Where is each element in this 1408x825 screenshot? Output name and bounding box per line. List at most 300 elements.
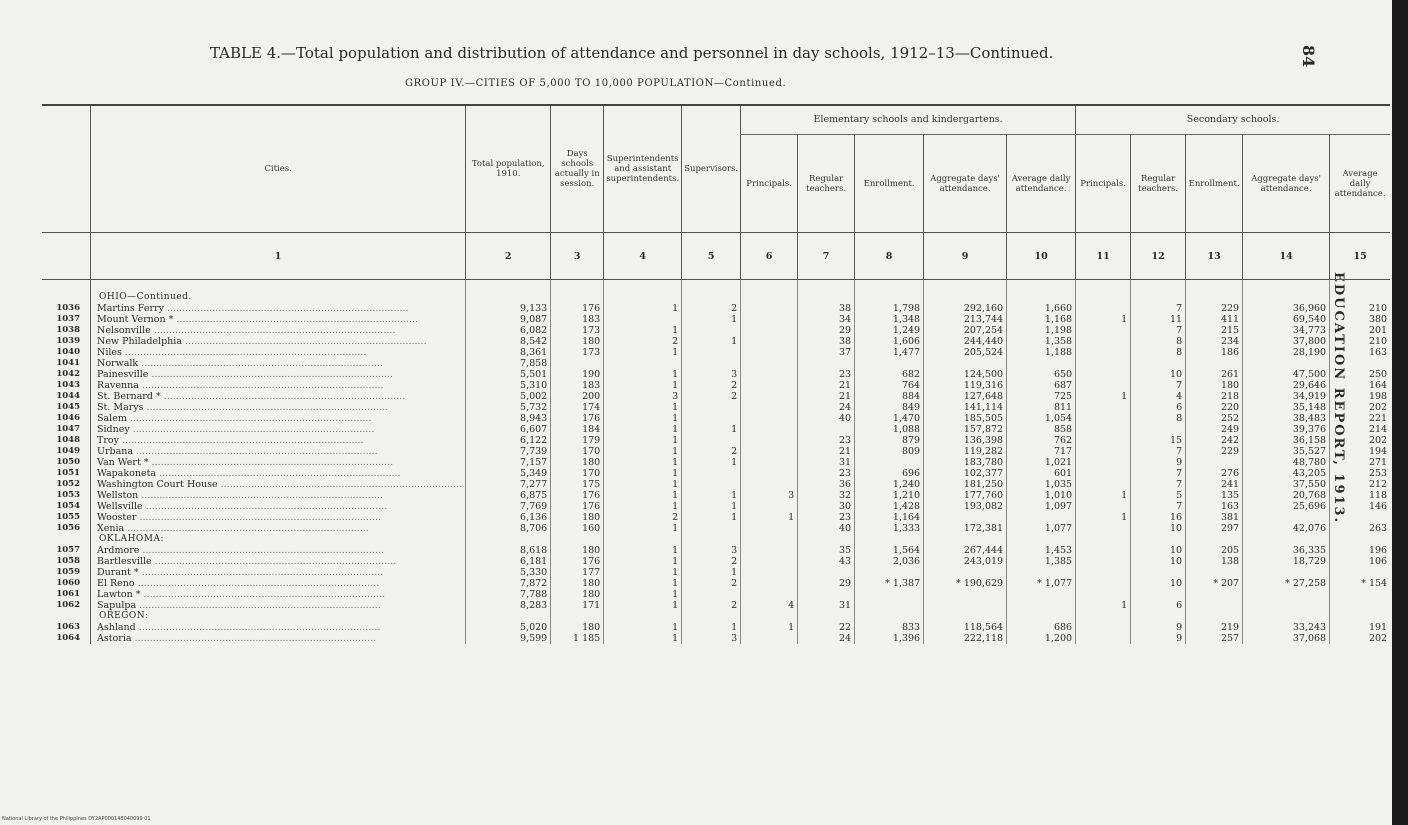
city-name [91, 314, 466, 325]
cell-col-15 [1330, 589, 1391, 600]
cell-col-2: 9,133 [466, 303, 551, 314]
cell-col-14: 33,243 [1243, 622, 1330, 633]
row-number: 1055 [56, 512, 80, 522]
cell-col-2: 8,618 [466, 545, 551, 556]
table-row [42, 435, 1390, 446]
cell-col-10: 725 [1007, 391, 1076, 402]
cell-col-15: 164 [1330, 380, 1391, 391]
cell-col-6 [741, 413, 798, 424]
cell-col-10: 1,198 [1007, 325, 1076, 336]
cell-col-13 [1186, 589, 1243, 600]
cell-col-14: 43,205 [1243, 468, 1330, 479]
cell-col-7: 37 [798, 347, 855, 358]
city-name [91, 336, 466, 347]
cell-col-6 [741, 578, 798, 589]
cell-col-8: 1,477 [855, 347, 924, 358]
table-row [42, 633, 1390, 644]
cell-col-15: 202 [1330, 402, 1391, 413]
cell-col-2: 5,002 [466, 391, 551, 402]
cell-col-15: 271 [1330, 457, 1391, 468]
cell-col-12: 10 [1131, 369, 1186, 380]
cell-col-6 [741, 556, 798, 567]
table-row [42, 600, 1390, 611]
cell-col-3: 190 [551, 369, 604, 380]
cell-col-9: 136,398 [924, 435, 1007, 446]
cell-col-12: 4 [1131, 391, 1186, 402]
leader-dots: ................................................................................ [138, 567, 384, 578]
city-label: Wooster [97, 512, 137, 523]
cell-col-2: 8,542 [466, 336, 551, 347]
cell-col-5 [682, 358, 741, 369]
city-name [91, 490, 466, 501]
city-label: Washington Court House [97, 479, 218, 490]
cell-col-6 [741, 424, 798, 435]
cell-col-12: 10 [1131, 578, 1186, 589]
cell-col-14: 37,550 [1243, 479, 1330, 490]
cell-col-15: 118 [1330, 490, 1391, 501]
table-row [42, 567, 1390, 578]
cell-col-5: 1 [682, 512, 741, 523]
cell-col-4: 1 [604, 424, 682, 435]
cell-col-15: 210 [1330, 303, 1391, 314]
cell-col-2: 9,599 [466, 633, 551, 644]
cell-col-12: 9 [1131, 457, 1186, 468]
cell-col-11 [1076, 578, 1131, 589]
row-number: 1046 [56, 413, 80, 423]
column-number: 8 [855, 233, 924, 280]
cell-col-9: * 190,629 [924, 578, 1007, 589]
cell-col-12 [1131, 424, 1186, 435]
cell-col-7: 31 [798, 600, 855, 611]
state-heading-row [42, 292, 1390, 303]
cell-col-9: 119,316 [924, 380, 1007, 391]
row-number: 1058 [56, 556, 80, 566]
cell-col-9: 205,524 [924, 347, 1007, 358]
cell-col-2: 6,875 [466, 490, 551, 501]
cell-col-7 [798, 567, 855, 578]
table-row [42, 446, 1390, 457]
cell-col-10: 601 [1007, 468, 1076, 479]
cell-col-10: 1,010 [1007, 490, 1076, 501]
header-secondary-group: Secondary schools. [1076, 105, 1391, 135]
cell-col-11 [1076, 413, 1131, 424]
header-sec-average: Average daily attendance. [1330, 135, 1391, 233]
cell-col-13: 249 [1186, 424, 1243, 435]
cell-col-7: 35 [798, 545, 855, 556]
cell-col-15: 263 [1330, 523, 1391, 534]
header-elem-teachers: Regular teachers. [798, 135, 855, 233]
cell-col-3: 1 185 [551, 633, 604, 644]
cell-col-3: 183 [551, 380, 604, 391]
row-number: 1049 [56, 446, 80, 456]
cell-col-3: 170 [551, 468, 604, 479]
leader-dots: ................................................................................ [138, 490, 383, 501]
column-number: 10 [1007, 233, 1076, 280]
city-name [91, 633, 466, 644]
cell-col-6 [741, 633, 798, 644]
cell-col-4: 1 [604, 325, 682, 336]
city-label: Wapakoneta [97, 468, 157, 479]
cell-col-9: 185,505 [924, 413, 1007, 424]
cell-col-12: 7 [1131, 446, 1186, 457]
city-label: Niles [97, 347, 122, 358]
cell-col-15: 380 [1330, 314, 1391, 325]
cell-col-11 [1076, 303, 1131, 314]
running-head: EDUCATION REPORT, 1913. [1331, 272, 1346, 525]
city-label: Salem [97, 413, 127, 424]
cell-col-2: 8,943 [466, 413, 551, 424]
city-label: Wellsville [97, 501, 143, 512]
cell-col-8: 809 [855, 446, 924, 457]
cell-col-15: 210 [1330, 336, 1391, 347]
cell-col-14: 69,540 [1243, 314, 1330, 325]
cell-col-3: 174 [551, 402, 604, 413]
cell-col-5: 2 [682, 303, 741, 314]
cell-col-7: 23 [798, 369, 855, 380]
column-number: 5 [682, 233, 741, 280]
cell-col-8 [855, 589, 924, 600]
cell-col-7: 30 [798, 501, 855, 512]
cell-col-5 [682, 468, 741, 479]
cell-col-4: 1 [604, 479, 682, 490]
cell-col-7: 32 [798, 490, 855, 501]
cell-col-5: 2 [682, 446, 741, 457]
column-number: 14 [1243, 233, 1330, 280]
city-name [91, 424, 466, 435]
cell-col-7: 40 [798, 413, 855, 424]
cell-col-12: 8 [1131, 347, 1186, 358]
city-name [91, 402, 466, 413]
row-number: 1041 [56, 358, 80, 368]
cell-col-5 [682, 413, 741, 424]
cell-col-5: 1 [682, 336, 741, 347]
cell-col-2: 6,181 [466, 556, 551, 567]
row-number: 1039 [56, 336, 80, 346]
cell-col-6: 4 [741, 600, 798, 611]
cell-col-2: 5,349 [466, 468, 551, 479]
cell-col-14: 35,148 [1243, 402, 1330, 413]
cell-col-5 [682, 479, 741, 490]
cell-col-11 [1076, 622, 1131, 633]
cell-col-9: 181,250 [924, 479, 1007, 490]
cell-col-13: 138 [1186, 556, 1243, 567]
cell-col-8: 1,348 [855, 314, 924, 325]
cell-col-10: 650 [1007, 369, 1076, 380]
cell-col-11 [1076, 358, 1131, 369]
cell-col-6 [741, 336, 798, 347]
cell-col-11 [1076, 369, 1131, 380]
cell-col-10: 1,097 [1007, 501, 1076, 512]
table-row [42, 391, 1390, 402]
row-number: 1059 [56, 567, 80, 577]
cell-col-3: 176 [551, 490, 604, 501]
cell-col-11: 1 [1076, 391, 1131, 402]
cell-col-6 [741, 325, 798, 336]
cell-col-9 [924, 567, 1007, 578]
cell-col-3: 180 [551, 622, 604, 633]
cell-col-14: 28,190 [1243, 347, 1330, 358]
cell-col-14: 38,483 [1243, 413, 1330, 424]
table-row [42, 512, 1390, 523]
cell-col-3: 170 [551, 446, 604, 457]
table-row [42, 523, 1390, 534]
cell-col-8: 696 [855, 468, 924, 479]
cell-col-4: 1 [604, 413, 682, 424]
cell-col-5: 2 [682, 391, 741, 402]
column-number: 2 [466, 233, 551, 280]
city-label: Xenia [97, 523, 125, 534]
city-name [91, 589, 466, 600]
cell-col-13: 297 [1186, 523, 1243, 534]
leader-dots: ................................................................................ [160, 391, 406, 402]
cell-col-8: 1,798 [855, 303, 924, 314]
row-number: 1048 [56, 435, 80, 445]
cell-col-14 [1243, 567, 1330, 578]
row-number: 1057 [56, 545, 80, 555]
cell-col-11 [1076, 457, 1131, 468]
cell-col-2: 7,788 [466, 589, 551, 600]
cell-col-6 [741, 567, 798, 578]
cell-col-14: 36,335 [1243, 545, 1330, 556]
city-label: Nelsonville [97, 325, 151, 336]
cell-col-14: 36,158 [1243, 435, 1330, 446]
cell-col-11 [1076, 402, 1131, 413]
cell-col-2: 5,330 [466, 567, 551, 578]
leader-dots: ................................................................................ [135, 622, 381, 633]
cell-col-13: 135 [1186, 490, 1243, 501]
cell-col-15: 196 [1330, 545, 1391, 556]
cell-col-3: 160 [551, 523, 604, 534]
cell-col-7 [798, 358, 855, 369]
city-label: Norwalk [97, 358, 139, 369]
leader-dots: ................................................................................ [173, 314, 419, 325]
cell-col-4 [604, 358, 682, 369]
cell-col-8: 1,428 [855, 501, 924, 512]
scan-footer: National Library of the Philippines DY2AP000148040099 01 [2, 816, 151, 822]
cell-col-10: 1,021 [1007, 457, 1076, 468]
cell-col-9: 244,440 [924, 336, 1007, 347]
cell-col-8 [855, 600, 924, 611]
cell-col-10 [1007, 589, 1076, 600]
cell-col-3: 173 [551, 347, 604, 358]
data-table-wrapper [42, 104, 1390, 644]
cell-col-5: 1 [682, 567, 741, 578]
cell-col-11 [1076, 435, 1131, 446]
cell-col-12: 7 [1131, 479, 1186, 490]
header-elem-average: Average daily attendance. [1007, 135, 1076, 233]
cell-col-4: 1 [604, 523, 682, 534]
cell-col-3 [551, 358, 604, 369]
cell-col-14 [1243, 600, 1330, 611]
cell-col-14: 36,960 [1243, 303, 1330, 314]
leader-dots: ................................................................................ [140, 589, 386, 600]
city-name [91, 512, 466, 523]
cell-col-13: 252 [1186, 413, 1243, 424]
leader-dots: ................................................................................ [151, 556, 397, 567]
cell-col-13: 218 [1186, 391, 1243, 402]
table-row [42, 380, 1390, 391]
table-row [42, 314, 1390, 325]
cell-col-7: 22 [798, 622, 855, 633]
city-label: Painesville [97, 369, 149, 380]
cell-col-15: 194 [1330, 446, 1391, 457]
cell-col-6 [741, 468, 798, 479]
city-name [91, 358, 466, 369]
city-label: Ashland [97, 622, 136, 633]
cell-col-12: 10 [1131, 523, 1186, 534]
cell-col-4: 1 [604, 578, 682, 589]
cell-col-11 [1076, 633, 1131, 644]
cell-col-5: 1 [682, 490, 741, 501]
row-number: 1056 [56, 523, 80, 533]
cell-col-13: 215 [1186, 325, 1243, 336]
row-number: 1047 [56, 424, 80, 434]
cell-col-9: 183,780 [924, 457, 1007, 468]
header-sec-teachers: Regular teachers. [1131, 135, 1186, 233]
cell-col-7: 29 [798, 325, 855, 336]
column-number: 11 [1076, 233, 1131, 280]
leader-dots: ................................................................................ [118, 435, 364, 446]
cell-col-2: 6,607 [466, 424, 551, 435]
cell-col-11 [1076, 523, 1131, 534]
header-sec-enrollment: Enrollment. [1186, 135, 1243, 233]
cell-col-7: 24 [798, 402, 855, 413]
cell-col-8: 1,249 [855, 325, 924, 336]
cell-col-11 [1076, 347, 1131, 358]
cell-col-12 [1131, 589, 1186, 600]
row-number: 1051 [56, 468, 80, 478]
cell-col-5: 2 [682, 556, 741, 567]
table-row [42, 578, 1390, 589]
row-number: 1044 [56, 391, 80, 401]
cell-col-11 [1076, 589, 1131, 600]
cell-col-13: 186 [1186, 347, 1243, 358]
cell-col-12: 6 [1131, 600, 1186, 611]
header-elementary-group: Elementary schools and kindergartens. [741, 105, 1076, 135]
table-row [42, 457, 1390, 468]
cell-col-2: 7,157 [466, 457, 551, 468]
city-label: Bartlesville [97, 556, 152, 567]
city-name [91, 578, 466, 589]
cell-col-5: 3 [682, 633, 741, 644]
header-days: Days schools actually in session. [551, 105, 604, 233]
column-number: 3 [551, 233, 604, 280]
cell-col-9: 157,872 [924, 424, 1007, 435]
table-title: TABLE 4.—Total population and distribution of attendance and personnel in day schools, 1912–13—Continued. [210, 44, 1054, 62]
city-label: Ravenna [97, 380, 139, 391]
cell-col-9 [924, 512, 1007, 523]
state-heading: OKLAHOMA: [91, 534, 466, 545]
cell-col-3: 176 [551, 303, 604, 314]
cell-col-7: 38 [798, 303, 855, 314]
cell-col-8: 1,470 [855, 413, 924, 424]
cell-col-9: 292,160 [924, 303, 1007, 314]
cell-col-4: 3 [604, 391, 682, 402]
cell-col-13: 220 [1186, 402, 1243, 413]
cell-col-13: 234 [1186, 336, 1243, 347]
state-heading: OHIO—Continued. [91, 292, 466, 303]
cell-col-4: 1 [604, 303, 682, 314]
cell-col-8: * 1,387 [855, 578, 924, 589]
cell-col-12 [1131, 567, 1186, 578]
cell-col-13 [1186, 358, 1243, 369]
cell-col-7: 34 [798, 314, 855, 325]
cell-col-2: 5,020 [466, 622, 551, 633]
state-heading: OREGON: [91, 611, 466, 622]
cell-col-2: 5,501 [466, 369, 551, 380]
cell-col-3: 180 [551, 545, 604, 556]
state-heading-row [42, 611, 1390, 622]
cell-col-7: 21 [798, 380, 855, 391]
cell-col-7: 31 [798, 457, 855, 468]
cell-col-6 [741, 314, 798, 325]
table-row [42, 490, 1390, 501]
cell-col-3: 180 [551, 457, 604, 468]
cell-col-6 [741, 358, 798, 369]
cell-col-10: 1,660 [1007, 303, 1076, 314]
cell-col-4: 2 [604, 336, 682, 347]
cell-col-15 [1330, 358, 1391, 369]
city-name [91, 556, 466, 567]
cell-col-10: 1,453 [1007, 545, 1076, 556]
cell-col-6 [741, 545, 798, 556]
cell-col-15: 146 [1330, 501, 1391, 512]
cell-col-11: 1 [1076, 600, 1131, 611]
cell-col-12: 7 [1131, 380, 1186, 391]
cell-col-2: 7,872 [466, 578, 551, 589]
city-label: Durant * [97, 567, 139, 578]
table-row [42, 589, 1390, 600]
cell-col-15: 202 [1330, 435, 1391, 446]
table-row [42, 468, 1390, 479]
cell-col-13: 229 [1186, 303, 1243, 314]
city-name [91, 325, 466, 336]
cell-col-10: 1,188 [1007, 347, 1076, 358]
column-number: 12 [1131, 233, 1186, 280]
table-row [42, 622, 1390, 633]
cell-col-12: 6 [1131, 402, 1186, 413]
cell-col-5 [682, 589, 741, 600]
column-number-row [42, 233, 1390, 280]
cell-col-6 [741, 391, 798, 402]
header-cities: Cities. [91, 105, 466, 233]
cell-col-3: 184 [551, 424, 604, 435]
cell-col-14 [1243, 512, 1330, 523]
cell-col-11: 1 [1076, 512, 1131, 523]
cell-col-12: 7 [1131, 325, 1186, 336]
header-sec-principals: Principals. [1076, 135, 1131, 233]
cell-col-9: 172,381 [924, 523, 1007, 534]
row-number: 1040 [56, 347, 80, 357]
city-label: New Philadelphia [97, 336, 182, 347]
row-number: 1062 [56, 600, 80, 610]
cell-col-13: 241 [1186, 479, 1243, 490]
cell-col-6: 1 [741, 622, 798, 633]
cell-col-10: 858 [1007, 424, 1076, 435]
cell-col-2: 7,277 [466, 479, 551, 490]
cell-col-2: 8,361 [466, 347, 551, 358]
cell-col-11 [1076, 424, 1131, 435]
cell-col-4: 1 [604, 633, 682, 644]
cell-col-8 [855, 457, 924, 468]
cell-col-7: 23 [798, 435, 855, 446]
city-name [91, 501, 466, 512]
cell-col-4: 1 [604, 457, 682, 468]
cell-col-10: 1,385 [1007, 556, 1076, 567]
cell-col-6 [741, 457, 798, 468]
city-label: Wellston [97, 490, 139, 501]
cell-col-2: 8,283 [466, 600, 551, 611]
